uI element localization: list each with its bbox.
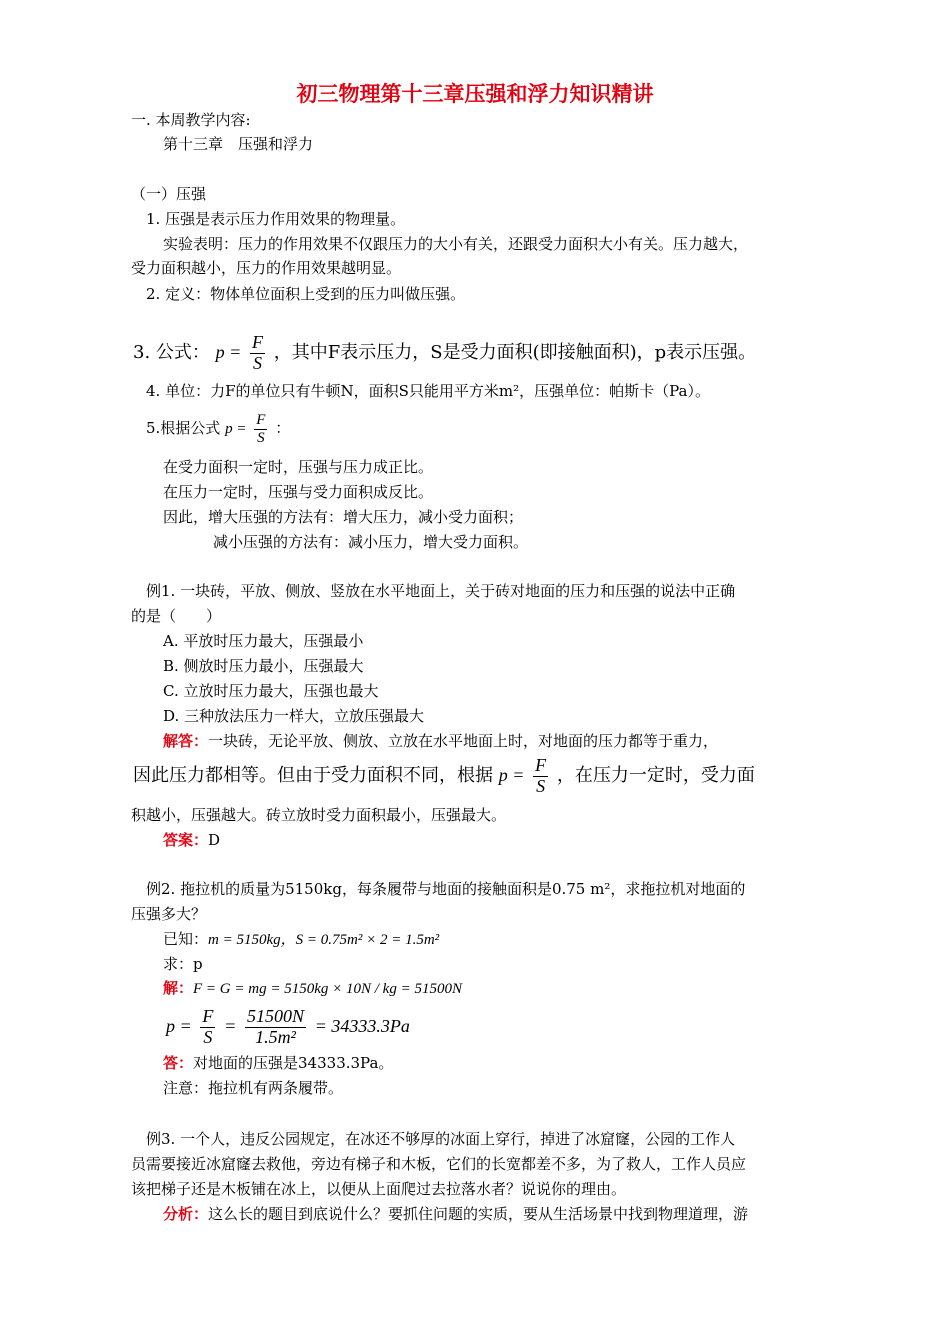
page-title: 初三物理第十三章压强和浮力知识精讲 <box>296 82 654 106</box>
formula-lhs: p = <box>166 1016 192 1036</box>
experiment-line-2: 受力面积越小，压力的作用效果越明显。 <box>131 259 402 277</box>
option-b: B. 侧放时压力最小，压强最大 <box>163 657 364 675</box>
example-1-question-cont: 的是（ ） <box>131 607 222 625</box>
formula-denominator: 1.5m² <box>255 1026 296 1047</box>
solve-text: 一块砖，无论平放、侧放、立放在水平地面上时，对地面的压力都等于重力， <box>208 732 719 750</box>
option-c: C. 立放时压力最大，压强也最大 <box>163 682 379 700</box>
formula-denominator: S <box>203 1026 213 1047</box>
analysis-label: 分析： <box>163 1205 209 1223</box>
point-5-formula <box>146 408 290 449</box>
section-heading: 一. 本周教学内容: <box>131 111 251 129</box>
formula-prefix: 3. 公式： <box>133 342 210 363</box>
example-2-solve <box>163 978 462 999</box>
formula-numerator: F <box>252 331 264 352</box>
p5-prefix: 5.根据公式 <box>146 419 221 437</box>
formula-lhs: p = <box>215 342 242 362</box>
p5-suffix: ： <box>275 419 291 437</box>
example-3-analysis <box>163 1204 748 1224</box>
p5-lhs: p = <box>225 421 247 437</box>
solve-b-post: ，在压力一定时，受力面 <box>556 765 755 786</box>
point-4: 4. 单位：力F的单位只有牛顿N，面积S只能用平方米m²，压强单位：帕斯卡（Pa）。 <box>146 382 710 400</box>
answer-value: D <box>208 831 221 849</box>
rule-line: 因此，增大压强的方法有：增大压力，减小受力面积； <box>163 508 524 526</box>
formula-equals: = <box>224 1016 237 1036</box>
formula-numerator: F <box>202 1005 214 1026</box>
example-2-known <box>163 929 439 950</box>
example-1-answer <box>163 830 220 850</box>
analysis-text: 这么长的题目到底说什么？要抓住问题的实质，要从生活场景中找到物理道理，游 <box>208 1205 749 1223</box>
example-1-solution-end: 积越小，压强越大。砖立放时受力面积最小，压强最大。 <box>131 806 507 824</box>
example-3-question-cont: 该把梯子还是木板铺在冰上，以便从上面爬过去拉落水者？说说你的理由。 <box>131 1180 627 1198</box>
formula-denominator: S <box>253 352 263 373</box>
solve-b-numerator: F <box>535 754 547 775</box>
example-2-question-cont: 压强多大？ <box>131 905 207 923</box>
solve-label: 解： <box>163 979 194 997</box>
answer-label: 答案： <box>163 831 209 849</box>
option-d: D. 三种放法压力一样大，立放压强最大 <box>163 707 425 725</box>
example-2-answer <box>163 1053 393 1073</box>
example-2-pressure-formula <box>166 1004 410 1049</box>
known-label: 已知： <box>163 930 209 948</box>
example-1-question: 例1. 一块砖，平放、侧放、竖放在水平地面上，关于砖对地面的压力和压强的说法中正确 <box>146 582 736 600</box>
point-1: 1. 压强是表示压力作用效果的物理量。 <box>146 210 406 228</box>
example-1-solution-formula <box>133 752 755 799</box>
solve-label: 解答： <box>163 732 209 750</box>
part-heading: （一）压强 <box>131 185 207 203</box>
rule-line: 减小压强的方法有：减小压力，增大受力面积。 <box>213 533 529 551</box>
solve-b-denominator: S <box>536 775 546 796</box>
solve-b-lhs: p = <box>498 765 525 785</box>
option-a: A. 平放时压力最大，压强最小 <box>163 632 364 650</box>
point-3-formula <box>133 330 756 375</box>
formula-description: ，其中F表示压力，S是受力面积(即接触面积)，p表示压强。 <box>273 342 757 363</box>
rule-line: 在受力面积一定时，压强与压力成正比。 <box>163 458 434 476</box>
solve-b-pre: 因此压力都相等。但由于受力面积不同，根据 <box>133 765 493 786</box>
solve-force: F = G = mg = 5150kg × 10N / kg = 51500N <box>193 981 462 997</box>
answer-label: 答： <box>163 1054 194 1072</box>
p5-denominator: S <box>257 429 265 446</box>
example-2-note: 注意：拖拉机有两条履带。 <box>163 1079 344 1097</box>
experiment-line-1: 实验表明：压力的作用效果不仅跟压力的大小有关，还跟受力面积大小有关。压力越大， <box>163 235 749 253</box>
known-values: m = 5150kg，S = 0.75m² × 2 = 1.5m² <box>208 932 440 948</box>
p5-numerator: F <box>256 412 266 428</box>
formula-numerator: 51500N <box>247 1005 305 1026</box>
rule-line: 在压力一定时，压强与受力面积成反比。 <box>163 483 434 501</box>
example-3-question: 例3. 一个人，违反公园规定，在冰还不够厚的冰面上穿行，掉进了冰窟窿，公园的工作人 <box>146 1130 736 1148</box>
example-2-find: 求：p <box>163 955 203 973</box>
point-2: 2. 定义：物体单位面积上受到的压力叫做压强。 <box>146 285 466 303</box>
chapter-line: 第十三章 压强和浮力 <box>163 135 314 153</box>
formula-result: = 34333.3Pa <box>314 1016 410 1036</box>
example-3-question-cont: 员需要接近冰窟窿去救他，旁边有梯子和木板，它们的长宽都差不多，为了救人，工作人员应 <box>131 1155 747 1173</box>
example-1-solution <box>163 731 718 751</box>
answer-text: 对地面的压强是34333.3Pa。 <box>193 1054 394 1072</box>
example-2-question: 例2. 拖拉机的质量为5150kg，每条履带与地面的接触面积是0.75 m²，求拖拉机对地面的 <box>146 880 746 898</box>
